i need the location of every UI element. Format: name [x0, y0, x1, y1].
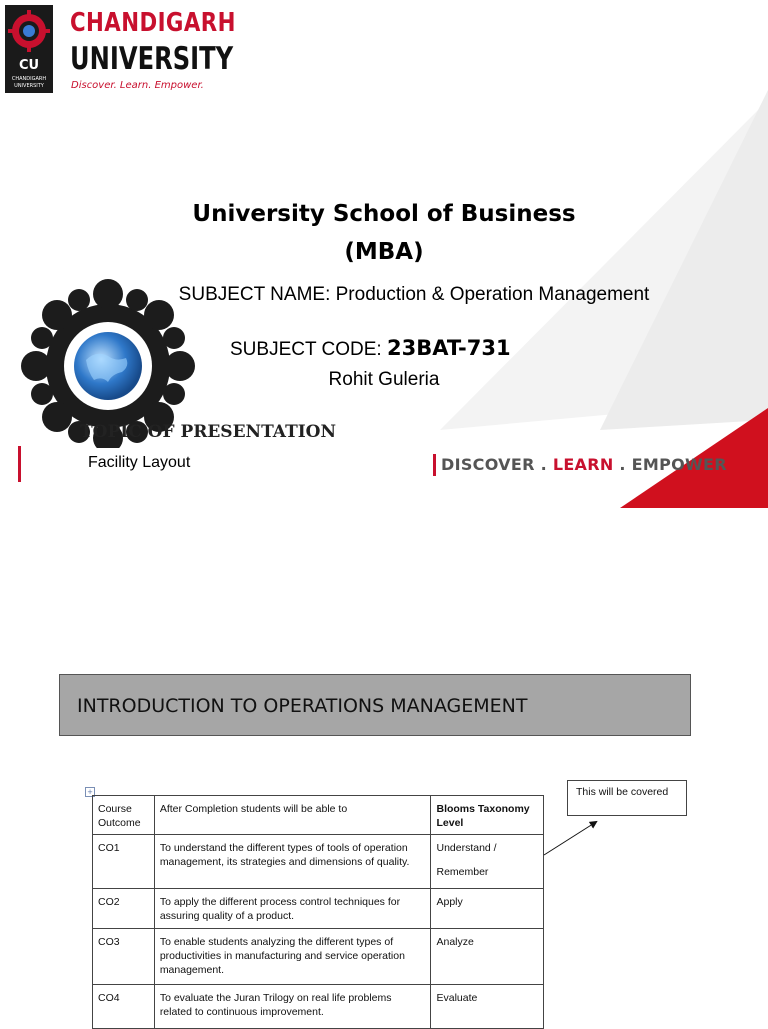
callout-arrow-icon [540, 815, 605, 860]
university-logo-emblem [5, 5, 53, 93]
co-description: To understand the different types of tools of operation management, its strategies and dimensions of quality. [154, 835, 431, 889]
svg-text:UNIVERSITY: UNIVERSITY [14, 83, 44, 89]
table-row [93, 835, 544, 889]
subject-code-value: 23BAT-731 [386, 336, 511, 360]
co-level-line1: Understand / [436, 842, 497, 854]
header-course-outcome: Course Outcome [93, 796, 155, 835]
co-code: CO3 [93, 929, 155, 985]
topic-value: Facility Layout [88, 454, 191, 471]
subject-code-label: SUBJECT CODE: [230, 339, 387, 360]
logo-name-line1: CHANDIGARH [70, 8, 236, 38]
intro-banner-title: INTRODUCTION TO OPERATIONS MANAGEMENT [77, 695, 528, 717]
logo-name-line2: UNIVERSITY [70, 41, 234, 77]
co-description: To evaluate the Juran Trilogy on real life problems related to continuous improvement. [154, 985, 431, 1029]
table-row [93, 985, 544, 1029]
header-blooms-level: Blooms Taxonomy Level [431, 796, 544, 835]
co-code: CO2 [93, 889, 155, 929]
table-row [93, 889, 544, 929]
co-level: Evaluate [431, 985, 544, 1029]
slogan-empower: . EMPOWER [613, 455, 727, 474]
program-title: (MBA) [344, 239, 424, 265]
co-description: To apply the different process control techniques for assuring quality of a product. [154, 889, 431, 929]
co-level: Apply [431, 889, 544, 929]
table-header-row [93, 796, 544, 835]
slogan-discover: DISCOVER . [441, 455, 553, 474]
co-level [431, 835, 544, 889]
author-name: Rohit Guleria [328, 369, 440, 390]
svg-text:CHANDIGARH: CHANDIGARH [11, 76, 47, 82]
co-description: To enable students analyzing the different types of productivities in manufacturing and service operation management. [154, 929, 431, 985]
accent-bar-left [18, 446, 21, 482]
table-row [93, 929, 544, 985]
co-code: CO4 [93, 985, 155, 1029]
subject-code [230, 336, 511, 361]
course-outcome-table [92, 795, 544, 1029]
subject-name: SUBJECT NAME: Production & Operation Management [178, 284, 650, 305]
callout-text: This will be covered [576, 786, 669, 798]
logo-tagline: Discover. Learn. Empower. [71, 80, 204, 91]
table-move-handle-icon[interactable]: + [85, 787, 95, 797]
slogan-learn: LEARN [552, 455, 614, 474]
co-code: CO1 [93, 835, 155, 889]
school-title: University School of Business [192, 201, 576, 227]
header-description: After Completion students will be able to [154, 796, 431, 835]
accent-bar-right [433, 454, 436, 476]
co-level-line2: Remember [436, 866, 489, 878]
co-level: Analyze [431, 929, 544, 985]
topic-label: TOPIC OF PRESENTATION [80, 422, 337, 442]
emblem-cu-text: CU [18, 58, 40, 73]
slogan [441, 455, 727, 474]
